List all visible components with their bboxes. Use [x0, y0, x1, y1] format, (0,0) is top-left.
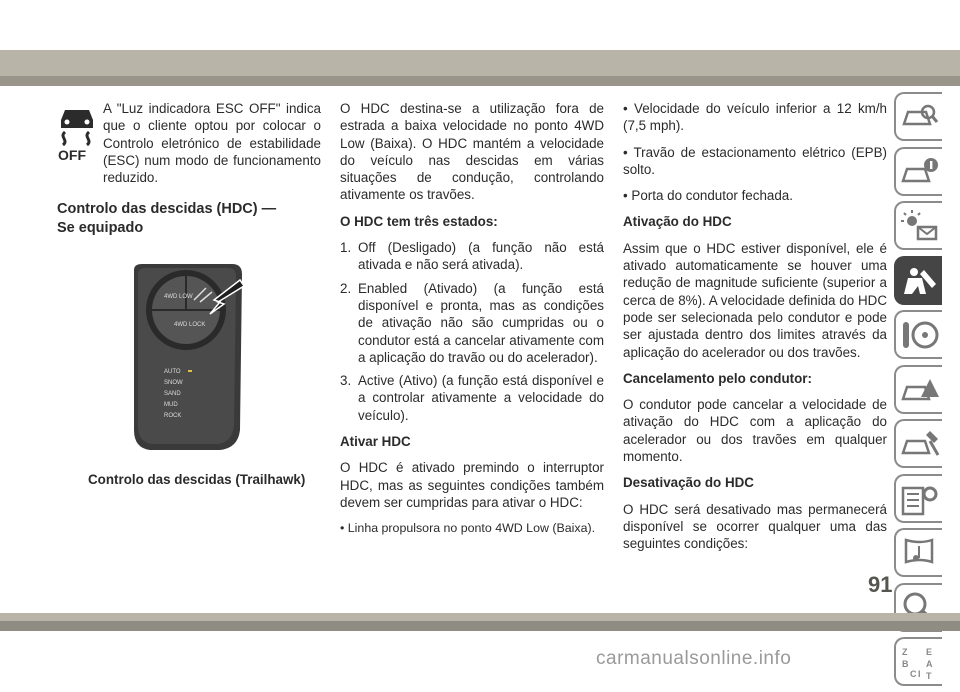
- list-item: 3. Active (Ativo) (a função está disponível e a controlar ativamente a velocidade do veículo).: [340, 373, 604, 423]
- figure-caption: Controlo das descidas (Trailhawk): [88, 472, 306, 487]
- column-left: [57, 100, 321, 238]
- footer-band-dark: [0, 621, 960, 631]
- svg-text:I: I: [918, 669, 921, 679]
- bullet-item: • Velocidade do veículo inferior a 12 km/h (7,5 mph).: [623, 101, 887, 134]
- page-number: 91: [868, 572, 893, 597]
- footer-band: [0, 613, 960, 621]
- mode-sand: SAND: [164, 391, 181, 397]
- svg-text:B: B: [902, 659, 909, 669]
- list-item: 2. Enabled (Ativado) (a função está disponível e pronta, mas as condições de ativação não são cumpridas ou o condutor está a cancelar ativamente com a aplicação do travão ou do acelerador).: [340, 280, 604, 365]
- section-title-line1: Controlo das descidas (HDC) —: [57, 201, 277, 218]
- bullet-item: • Travão de estacionamento elétrico (EPB) solto.: [623, 144, 887, 177]
- activate-heading: Ativar HDC: [340, 434, 411, 450]
- mode-auto: AUTO: [164, 369, 181, 375]
- column-right: [623, 100, 887, 562]
- activation-heading: Ativação do HDC: [623, 214, 732, 230]
- column-middle: [340, 100, 604, 547]
- bullet-item: • Porta do condutor fechada.: [623, 188, 793, 204]
- header-band-dark: [0, 76, 960, 86]
- chapter-tabs: [894, 92, 946, 692]
- svg-text:T: T: [926, 671, 932, 681]
- svg-text:Z: Z: [902, 647, 908, 657]
- mode-mud: MUD: [164, 402, 178, 408]
- steering-wheel-icon[interactable]: [894, 310, 942, 359]
- multimedia-icon[interactable]: [894, 528, 942, 577]
- mode-snow: SNOW: [164, 380, 183, 386]
- activate-text: O HDC é ativado premindo o interruptor HDC, mas as seguintes condições também devem ser cumpridas para ativar o HDC:: [340, 460, 604, 510]
- svg-text:C: C: [910, 669, 917, 679]
- header-band: [0, 50, 960, 76]
- index-icon[interactable]: [894, 637, 942, 686]
- section-title-line2: Se equipado: [57, 220, 144, 237]
- warning-lights-icon[interactable]: [894, 201, 942, 250]
- driving-icon[interactable]: [894, 256, 942, 305]
- mode-rock: ROCK: [164, 413, 182, 419]
- svg-text:A: A: [926, 659, 933, 669]
- cancel-text: O condutor pode cancelar a velocidade de ativação do HDC com a aplicação do acelerador ou dos travões em qualquer momento.: [623, 397, 887, 465]
- car-warning-icon[interactable]: [894, 365, 942, 414]
- list-item: 1. Off (Desligado) (a função não está ativada e não será ativada).: [340, 240, 604, 273]
- bullet-item: • Linha propulsora no ponto 4WD Low (Baixa).: [340, 521, 596, 536]
- esc-off-icon-label: OFF: [58, 147, 86, 162]
- hdc-control-panel-image: [128, 262, 246, 454]
- deactivate-text: O HDC será desativado mas permanecerá disponível se ocorrer qualquer uma das seguintes condições:: [623, 501, 887, 552]
- states-heading: O HDC tem três estados:: [340, 213, 498, 229]
- esc-off-notice: [57, 100, 321, 186]
- activation-text: Assim que o HDC estiver disponível, ele é ativado automaticamente se houver uma redução de magnitude suficiente (superior a cerca de 8%). A velocidade definida do HDC pode ser selecionada pelo condutor e pode ser ajustada dentro dos limites através da aplicação do acelerador ou dos travões.: [623, 240, 887, 360]
- deactivate-heading: Desativação do HDC: [623, 475, 754, 491]
- car-search-icon[interactable]: [894, 92, 942, 141]
- esc-off-text: A "Luz indicadora ESC OFF" indica que o cliente optou por colocar o Controlo eletrónico de estabilidade (ESC) num modo de funcionamento reduzido.: [103, 101, 321, 186]
- car-service-icon[interactable]: [894, 419, 942, 468]
- car-info-icon[interactable]: [894, 147, 942, 196]
- cancel-heading: Cancelamento pelo condutor:: [623, 370, 812, 386]
- button-4wd-low: 4WD LOW: [164, 294, 193, 300]
- specifications-icon[interactable]: [894, 474, 942, 523]
- button-4wd-lock: 4WD LOCK: [174, 322, 206, 328]
- watermark: carmanualsonline.info: [596, 648, 792, 669]
- svg-text:E: E: [926, 647, 933, 657]
- esc-off-icon: [57, 104, 103, 162]
- section-title: [57, 200, 321, 238]
- hdc-intro: O HDC destina-se a utilização fora de estrada a baixa velocidade no ponto 4WD Low (Baixa). O HDC mantém a velocidade do veículo nas descidas em várias situações de condução, controlando ativamente os travões.: [340, 101, 604, 203]
- states-list: [340, 239, 604, 424]
